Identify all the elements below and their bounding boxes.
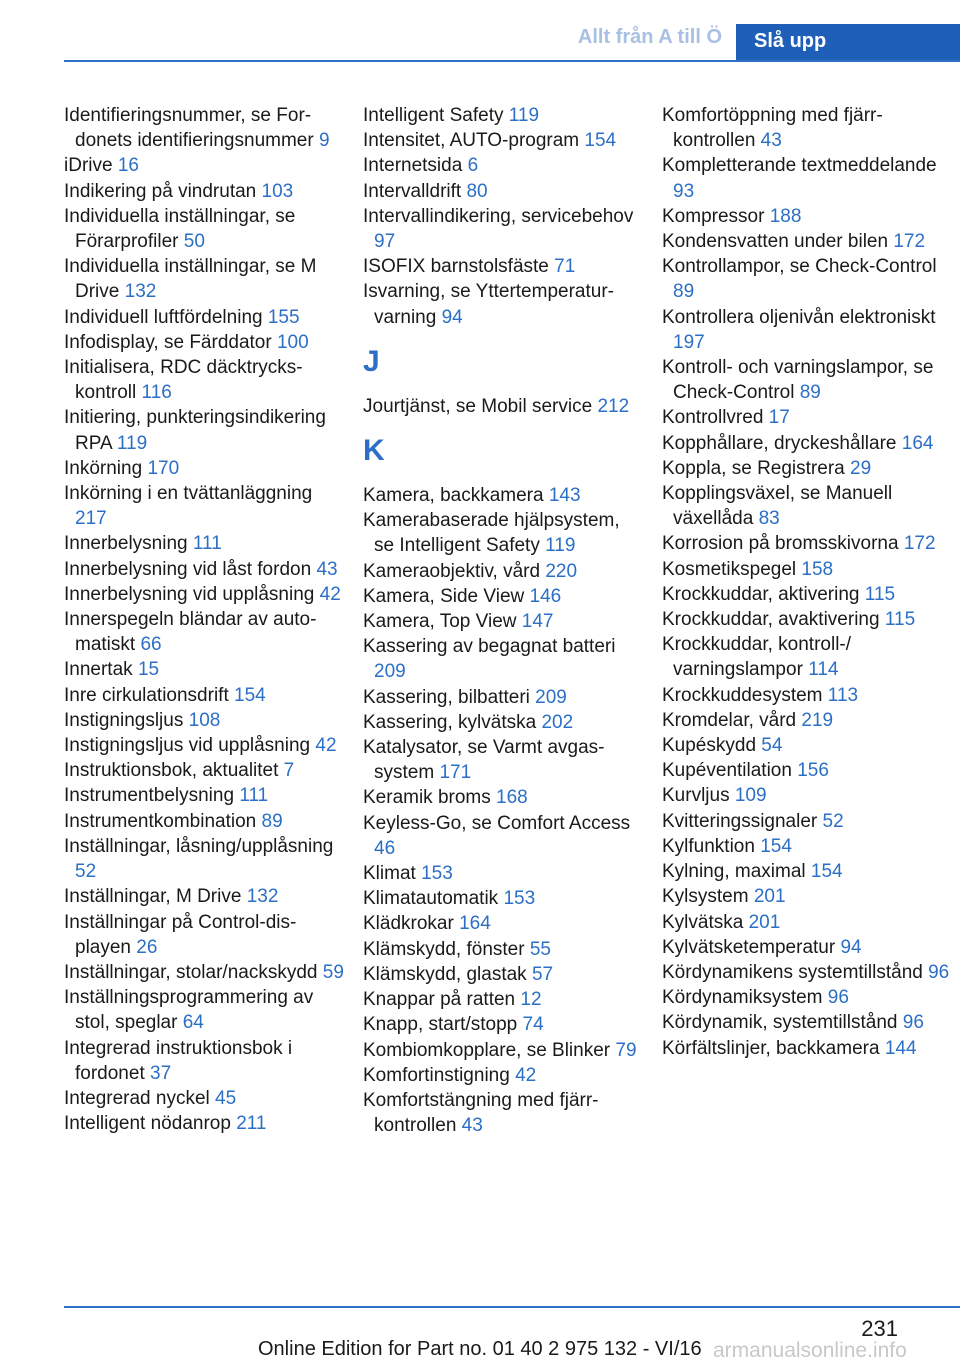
index-entry-text: Katalysator, se Varmt avgassystem <box>363 737 605 784</box>
index-page-link[interactable]: 212 <box>597 395 630 417</box>
index-page-link[interactable]: 154 <box>584 130 617 152</box>
index-entry <box>662 910 952 935</box>
index-entry-text: Keyless-Go, se Comfort Access <box>363 812 631 834</box>
index-entry <box>662 456 952 481</box>
index-entry <box>662 531 952 556</box>
index-page-link[interactable]: 132 <box>246 886 279 908</box>
index-page-link[interactable]: 197 <box>673 331 705 353</box>
index-entry <box>64 733 344 758</box>
index-entry-text: Isvarning, se Yttertemperaturvarning <box>363 281 614 328</box>
index-entry-text: Integrerad nyckel <box>64 1087 210 1109</box>
index-entry <box>662 683 952 708</box>
index-page-link[interactable]: 114 <box>808 659 839 681</box>
index-entry-text: Kamera, backkamera <box>363 485 544 507</box>
index-page-link[interactable]: 15 <box>137 659 160 681</box>
index-entry <box>662 103 952 153</box>
index-page-link[interactable]: 89 <box>799 382 821 404</box>
section-title[interactable]: Allt från A till Ö <box>577 26 722 48</box>
index-entry-text: Klämskydd, fönster <box>363 938 525 960</box>
index-page-link[interactable]: 37 <box>150 1062 172 1084</box>
index-entry <box>662 834 952 859</box>
index-entry-text: Individuell luftfördelning <box>64 306 263 328</box>
index-entry-text: Kamerabaserade hjälpsystem, se Intelligent Safety <box>363 510 620 557</box>
index-entry <box>64 103 344 153</box>
index-entry-text: Intervallindikering, servicebehov <box>363 205 634 227</box>
index-page-link[interactable]: 55 <box>529 938 551 960</box>
index-entry-text: Kördynamikens systemtillstånd <box>662 961 923 983</box>
index-page-link[interactable]: 52 <box>822 810 844 832</box>
index-entry-text: Kontroll- och varningslampor, se Check-Control <box>662 357 934 404</box>
index-entry-text: Inkörning i en tvättanläggning <box>64 483 313 505</box>
header-divider <box>64 60 960 62</box>
index-entry-text: Jourtjänst, se Mobil service <box>363 395 593 417</box>
index-entry-text: Knapp, start/stopp <box>363 1014 518 1036</box>
index-entry-text: Kassering, bilbatteri <box>363 686 530 708</box>
index-entry <box>662 355 952 405</box>
index-entry-text: Indikering på vindrutan <box>64 180 257 202</box>
index-entry-text: Kylsystem <box>662 886 749 908</box>
index-page-link[interactable]: 188 <box>769 205 802 227</box>
index-page-link[interactable]: 89 <box>673 281 695 303</box>
index-entry <box>64 481 344 531</box>
index-entry-text: Klimat <box>363 863 416 885</box>
index-page-link[interactable]: 50 <box>183 231 205 253</box>
footer-divider <box>64 1306 960 1308</box>
index-page-link[interactable]: 29 <box>850 457 872 479</box>
index-entry-text: Krockkuddesystem <box>662 684 823 706</box>
index-entry-text: Kördynamiksystem <box>662 987 823 1009</box>
index-page-link[interactable]: 66 <box>140 634 162 656</box>
index-page-link[interactable]: 111 <box>192 533 222 555</box>
index-page-link[interactable]: 97 <box>374 231 396 253</box>
index-entry-text: Krockkuddar, kontroll-/ varningslampor <box>662 634 852 681</box>
index-entry-text: Kontrollera oljenivån elektroniskt <box>662 306 936 328</box>
index-entry-text: Intensitet, AUTO-program <box>363 130 580 152</box>
index-page-link[interactable]: 209 <box>535 686 567 708</box>
index-entry-text: Korrosion på bromsskivorna <box>662 533 899 555</box>
index-entry <box>64 910 344 960</box>
index-page-link[interactable]: 172 <box>903 533 936 555</box>
index-entry <box>64 884 344 909</box>
index-page-link[interactable]: 96 <box>827 987 849 1009</box>
index-entry <box>662 1010 952 1035</box>
index-page-link[interactable]: 42 <box>315 735 337 757</box>
index-page-link[interactable]: 43 <box>760 130 782 152</box>
index-entry-text: Kameraobjektiv, vård <box>363 560 541 582</box>
index-page-link[interactable]: 83 <box>758 508 780 530</box>
index-entry-text: Kompressor <box>662 205 765 227</box>
index-entry-text: Kompletterande textmeddelande <box>662 155 937 177</box>
index-entry <box>64 204 344 254</box>
index-entry <box>662 733 952 758</box>
index-entry <box>662 557 952 582</box>
index-page-link[interactable]: 153 <box>503 888 536 910</box>
index-page-link[interactable]: 170 <box>147 457 180 479</box>
index-page-link[interactable]: 100 <box>276 331 309 353</box>
index-page-link[interactable]: 9 <box>318 130 330 152</box>
index-entry-text: Kylfunktion <box>662 835 755 857</box>
index-entry-text: Kopphållare, dryckeshållare <box>662 432 897 454</box>
index-entry <box>363 103 643 128</box>
index-entry <box>363 634 643 684</box>
index-entry-text: Inställningar, låsning/upplåsning <box>64 835 334 857</box>
index-entry-text: Inkörning <box>64 457 143 479</box>
index-page-link[interactable]: 111 <box>239 785 269 807</box>
index-entry <box>64 254 344 304</box>
index-page-link[interactable]: 43 <box>316 558 338 580</box>
index-entry-text: Krockkuddar, aktivering <box>662 583 860 605</box>
index-entry <box>662 758 952 783</box>
index-entry-text: Instigningsljus vid upplåsning <box>64 735 311 757</box>
index-entry <box>662 884 952 909</box>
index-entry <box>64 330 344 355</box>
index-page-link[interactable]: 158 <box>801 558 834 580</box>
index-entry-text: iDrive <box>64 155 113 177</box>
index-entry-text: Kombiomkopplare, se Blinker <box>363 1039 611 1061</box>
index-page-link[interactable]: 93 <box>673 180 695 202</box>
index-page-link[interactable]: 26 <box>136 936 158 958</box>
index-entry <box>363 1063 643 1088</box>
index-page-link[interactable]: 201 <box>748 911 781 933</box>
index-page-link[interactable]: 52 <box>75 861 97 883</box>
index-page-link[interactable]: 172 <box>893 231 926 253</box>
index-page-link[interactable]: 119 <box>116 432 148 454</box>
index-entry <box>64 557 344 582</box>
index-entry <box>662 481 952 531</box>
index-letter-heading: K <box>363 434 385 468</box>
index-entry-text: Kosmetikspegel <box>662 558 797 580</box>
index-page-link[interactable]: 89 <box>261 810 283 832</box>
index-entry <box>363 886 643 911</box>
index-entry-text: Kvitteringssignaler <box>662 810 818 832</box>
index-entry-text: Kondensvatten under bilen <box>662 231 889 253</box>
index-page-link[interactable]: 54 <box>761 735 783 757</box>
index-entry <box>64 1111 344 1136</box>
index-page-link[interactable]: 146 <box>529 585 562 607</box>
index-entry <box>363 937 643 962</box>
index-entry-text: Kylvätsketemperatur <box>662 936 836 958</box>
index-entry <box>64 809 344 834</box>
index-entry-text: Individuella inställningar, se M Drive <box>64 256 317 303</box>
index-entry <box>64 153 344 178</box>
index-entry-text: Innerbelysning <box>64 533 188 555</box>
index-page-link[interactable]: 115 <box>864 583 896 605</box>
index-entry-text: Instruktionsbok, aktualitet <box>64 760 279 782</box>
index-page-link[interactable]: 96 <box>902 1012 924 1034</box>
index-page-link[interactable]: 201 <box>753 886 786 908</box>
index-entry-text: Komfortinstigning <box>363 1064 510 1086</box>
index-entry <box>662 153 952 203</box>
index-page-link[interactable]: 6 <box>467 155 479 177</box>
index-entry <box>64 355 344 405</box>
index-page-link[interactable]: 153 <box>421 863 453 885</box>
index-entry-text: Identifieringsnummer, se Fordonets identifieringsnummer <box>64 105 314 152</box>
index-page-link[interactable]: 74 <box>522 1014 544 1036</box>
index-entry <box>64 758 344 783</box>
index-entry-text: Kamera, Side View <box>363 585 525 607</box>
index-page-link[interactable]: 43 <box>461 1115 483 1137</box>
index-entry <box>662 204 952 229</box>
index-page-link[interactable]: 46 <box>374 837 396 859</box>
index-page-link[interactable]: 154 <box>810 861 843 883</box>
index-entry <box>64 179 344 204</box>
watermark: armanualsonline.info <box>713 1339 907 1362</box>
index-entry <box>662 985 952 1010</box>
index-entry <box>662 859 952 884</box>
index-entry <box>363 559 643 584</box>
index-entry-text: Inställningar, stolar/nackskydd <box>64 961 318 983</box>
index-entry-text: Kassering, kylvätska <box>363 711 537 733</box>
index-entry <box>363 735 643 785</box>
index-page-link[interactable]: 94 <box>840 936 862 958</box>
index-page-link[interactable]: 7 <box>283 760 295 782</box>
index-page-link[interactable]: 113 <box>827 684 859 706</box>
index-entry <box>662 254 952 304</box>
index-entry-text: Kördynamik, systemtillstånd <box>662 1012 898 1034</box>
index-page-link[interactable]: 108 <box>188 709 221 731</box>
index-entry-text: Kylning, maximal <box>662 861 806 883</box>
index-entry-text: Intelligent Safety <box>363 105 504 126</box>
index-entry <box>64 708 344 733</box>
index-page-link[interactable]: 16 <box>117 155 139 177</box>
index-entry <box>363 254 643 279</box>
index-entry <box>363 811 643 861</box>
index-entry <box>662 708 952 733</box>
index-entry <box>363 508 643 558</box>
index-page-link[interactable]: 154 <box>760 835 792 857</box>
letter-spacer <box>363 380 643 394</box>
index-entry <box>363 128 643 153</box>
index-entry <box>363 962 643 987</box>
index-page-link[interactable]: 12 <box>520 989 542 1011</box>
index-page-link[interactable]: 219 <box>801 709 834 731</box>
index-entry-text: Integrerad instruktionsbok i fordonet <box>64 1037 293 1084</box>
index-page-link[interactable]: 119 <box>508 105 540 126</box>
index-page-link[interactable]: 217 <box>75 508 107 530</box>
index-page-link[interactable]: 211 <box>236 1113 267 1135</box>
index-entry <box>662 935 952 960</box>
index-entry-text: Infodisplay, se Färddator <box>64 331 272 353</box>
index-entry-text: Instrumentkombination <box>64 810 257 832</box>
index-entry <box>363 1012 643 1037</box>
index-page-link[interactable]: 45 <box>215 1087 237 1109</box>
index-entry <box>662 607 952 632</box>
index-entry-text: Instrumentbelysning <box>64 785 235 807</box>
index-entry-text: Kontrollampor, se Check-Control <box>662 256 937 278</box>
index-entry-text: Koppla, se Registrera <box>662 457 845 479</box>
index-page-link[interactable]: 154 <box>234 684 266 706</box>
index-page-link[interactable]: 96 <box>928 961 950 983</box>
index-entry <box>662 809 952 834</box>
lookup-tab[interactable]: Slå upp <box>736 24 960 62</box>
index-entry-text: Instigningsljus <box>64 709 184 731</box>
index-column-3 <box>662 103 952 1061</box>
index-page-link[interactable]: 155 <box>267 306 300 328</box>
index-page-link[interactable]: 64 <box>182 1012 204 1034</box>
index-entry <box>64 405 344 455</box>
index-column-2 <box>363 103 643 1138</box>
index-page-link[interactable]: 220 <box>545 560 578 582</box>
index-entry <box>662 431 952 456</box>
index-entry-text: Komfortstängning med fjärrkontrollen <box>363 1089 599 1137</box>
index-entry <box>64 456 344 481</box>
index-entry-text: Komfortöppning med fjärrkontrollen <box>662 105 883 152</box>
index-entry <box>363 1088 643 1138</box>
index-entry-text: Kupéskydd <box>662 735 757 757</box>
index-entry <box>64 683 344 708</box>
index-entry <box>662 582 952 607</box>
index-page-link[interactable]: 147 <box>521 611 554 633</box>
index-entry <box>363 785 643 810</box>
index-entry <box>363 861 643 886</box>
index-entry <box>64 1036 344 1086</box>
index-entry-text: Innertak <box>64 659 133 681</box>
index-page-link[interactable]: 109 <box>734 785 767 807</box>
index-entry <box>363 584 643 609</box>
index-entry <box>363 987 643 1012</box>
index-entry <box>363 204 643 254</box>
index-page-link[interactable]: 156 <box>797 760 829 782</box>
index-page-link[interactable]: 168 <box>496 787 528 809</box>
index-entry-text: Inställningsprogrammering av stol, speglar <box>64 987 314 1034</box>
index-page-link[interactable]: 59 <box>322 961 344 983</box>
index-entry-text: Intelligent nödanrop <box>64 1113 231 1135</box>
index-entry-text: Kupéventilation <box>662 760 792 782</box>
index-entry-text: Initiering, punkteringsindikering RPA <box>64 407 326 454</box>
index-entry <box>363 609 643 634</box>
index-entry-text: Individuella inställningar, se Förarprofiler <box>64 205 296 253</box>
index-entry <box>64 531 344 556</box>
index-page-link[interactable]: 202 <box>541 711 574 733</box>
index-entry <box>64 985 344 1035</box>
index-entry <box>662 783 952 808</box>
index-entry-text: Kurvljus <box>662 785 730 807</box>
index-entry <box>363 710 643 735</box>
index-letter-heading: J <box>363 344 380 378</box>
index-entry <box>64 607 344 657</box>
index-entry-text: Klimatautomatik <box>363 888 499 910</box>
index-entry-text: ISOFIX barnstolsfäste <box>363 256 549 278</box>
index-column-1 <box>64 103 344 1136</box>
index-entry <box>363 394 643 419</box>
index-entry-text: Innerbelysning vid upplåsning <box>64 583 315 605</box>
index-entry-text: Klädkrokar <box>363 913 454 935</box>
page-header <box>0 0 960 62</box>
index-page-link[interactable]: 164 <box>901 432 934 454</box>
index-page-link[interactable]: 143 <box>548 485 581 507</box>
index-page-link[interactable]: 17 <box>768 407 790 429</box>
index-page-link[interactable]: 115 <box>884 609 916 631</box>
index-entry <box>363 685 643 710</box>
index-entry <box>363 1038 643 1063</box>
index-entry-text: Kylvätska <box>662 911 744 933</box>
index-page-link[interactable]: 116 <box>141 382 172 404</box>
index-entry-text: Intervalldrift <box>363 180 462 202</box>
index-page-link[interactable]: 42 <box>515 1064 537 1086</box>
index-entry-text: Innerspegeln bländar av automatiskt <box>64 609 317 656</box>
edition-note: Online Edition for Part no. 01 40 2 975 132 - VI/16 <box>258 1338 702 1360</box>
index-page-link[interactable]: 71 <box>554 256 576 278</box>
index-entry <box>662 229 952 254</box>
index-page-link[interactable]: 103 <box>261 180 294 202</box>
page-number: 231 <box>861 1316 898 1341</box>
index-entry <box>662 960 952 985</box>
index-entry <box>363 279 643 329</box>
index-entry <box>64 305 344 330</box>
index-entry <box>363 153 643 178</box>
index-entry-text: Internetsida <box>363 155 463 177</box>
index-entry-text: Klämskydd, glastak <box>363 963 527 985</box>
index-page-link[interactable]: 42 <box>319 583 341 605</box>
index-page-link[interactable]: 132 <box>124 281 157 303</box>
index-entry <box>64 783 344 808</box>
index-entry-text: Kamera, Top View <box>363 611 517 633</box>
index-entry <box>662 1036 952 1061</box>
index-entry-text: Inre cirkulationsdrift <box>64 684 229 706</box>
index-entry <box>64 1086 344 1111</box>
index-entry <box>662 305 952 355</box>
index-page-link[interactable]: 80 <box>466 180 488 202</box>
index-entry <box>662 405 952 430</box>
index-entry <box>64 657 344 682</box>
index-entry-text: Kromdelar, vård <box>662 709 797 731</box>
index-page-link[interactable]: 57 <box>531 963 554 985</box>
index-entry-text: Inställningar, M Drive <box>64 886 242 908</box>
index-entry-text: Keramik broms <box>363 787 491 809</box>
index-page-link[interactable]: 94 <box>441 306 463 328</box>
index-entry <box>64 960 344 985</box>
index-entry-text: Kontrollvred <box>662 407 764 429</box>
index-page-link[interactable]: 164 <box>459 913 491 935</box>
index-entry <box>64 582 344 607</box>
index-entry <box>363 911 643 936</box>
index-entry-text: Innerbelysning vid låst fordon <box>64 558 312 580</box>
index-entry-text: Initialisera, RDC däcktryckskontroll <box>64 357 303 404</box>
index-entry <box>662 632 952 682</box>
letter-spacer <box>363 469 643 483</box>
index-page-link[interactable]: 144 <box>884 1037 917 1059</box>
index-entry-text: Krockkuddar, avaktivering <box>662 609 880 631</box>
index-page-link[interactable]: 209 <box>374 661 406 683</box>
index-page-link[interactable]: 171 <box>439 762 472 784</box>
index-entry <box>363 179 643 204</box>
index-entry-text: Kopplingsväxel, se Manuell växellåda <box>662 483 893 530</box>
index-entry-text: Kassering av begagnat batteri <box>363 636 616 658</box>
index-page-link[interactable]: 79 <box>615 1039 637 1061</box>
index-entry <box>64 834 344 884</box>
index-entry-text: Inställningar på Control-displayen <box>64 911 297 958</box>
index-entry-text: Knappar på ratten <box>363 989 516 1011</box>
index-page-link[interactable]: 119 <box>545 535 576 557</box>
index-entry-text: Körfältslinjer, backkamera <box>662 1037 880 1059</box>
index-entry <box>363 483 643 508</box>
